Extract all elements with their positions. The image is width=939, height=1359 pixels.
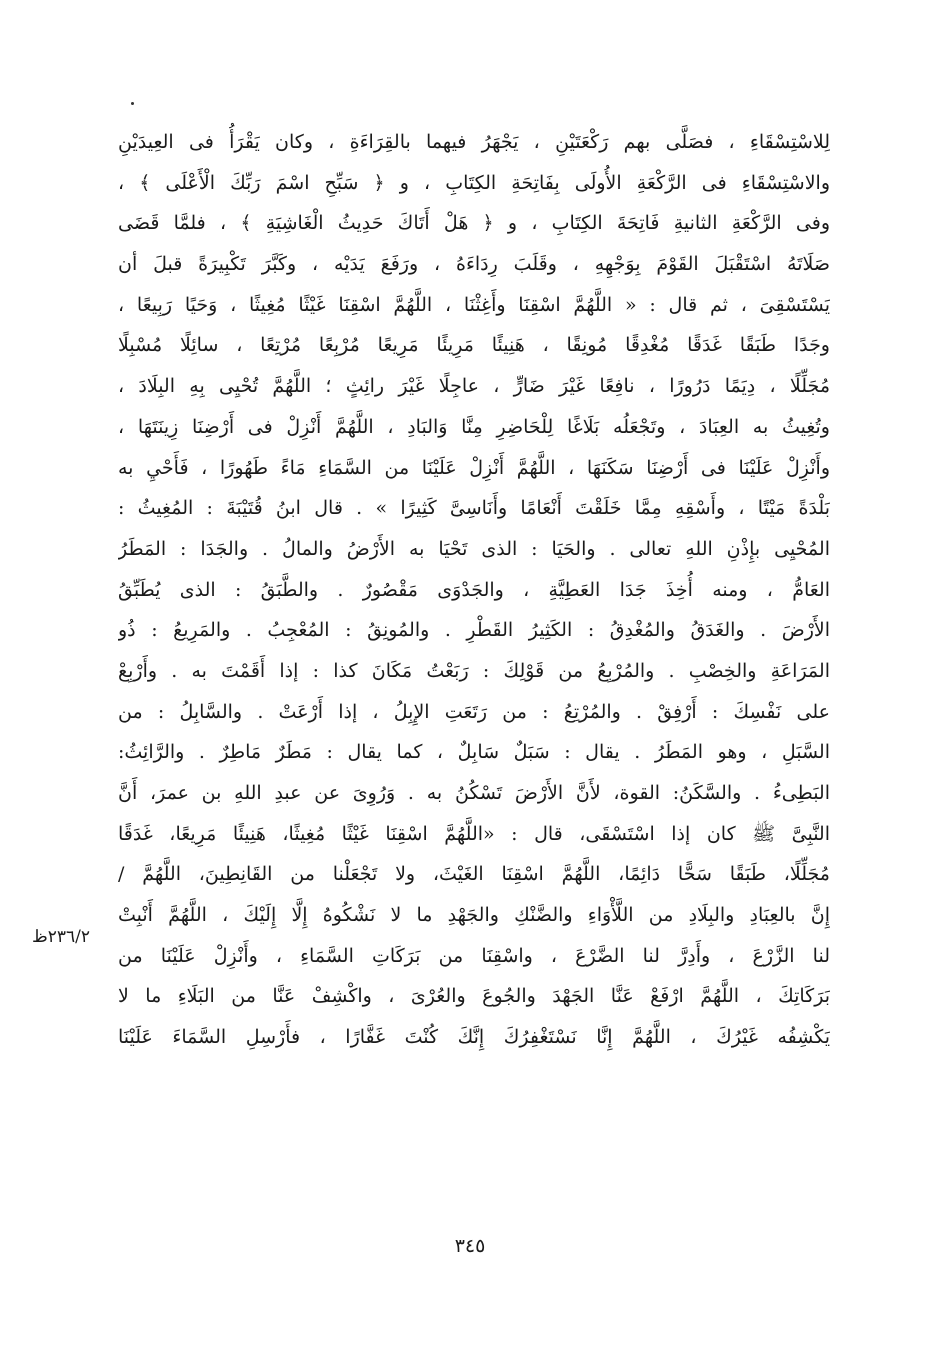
text-line-6: وجَدًا طَبَقًا غَدَقًا مُغْدِقًا مُونِقًا ، هَنِيئًا مَرِيئًا مَرِيعًا مُرْبِعًا مُرْتِعًا ، سائِلًا مُسْبِلًا — [118, 334, 830, 357]
text-line-10: بَلْدَةً مَيْتًا ، وأَسْقِهِ مِمَّا خَلَقْتَ أَنْعَامًا وأَنَاسِىَّ كَثِيرًا » . قال ابنُ قُتَيْبَةَ : المُغِيثُ : — [118, 497, 830, 520]
text-line-13: الأَرْضَ . والغَدَقُ والمُغْدِقُ : الكَثِيرُ القَطْرِ . والمُونِقُ : المُعْجِبُ . والمَرِيعُ : ذُو — [118, 619, 830, 642]
text-line-22: بَرَكَاتِكَ ، اللَّهُمَّ ارْفَعْ عَنَّا الجَهْدَ والجُوعَ والعُرْىَ ، واكْشِفْ عَنَّا من البَلَاءِ ما لا — [118, 985, 830, 1008]
text-line-15: على نَفْسِكَ : أَرْفِقْ . والمُرْتِعُ : من رَتَعَتِ الإِبِلُ ، إذا أَرْعَتْ . والسَّابِلُ : من — [118, 700, 830, 723]
text-line-7: مُجَلِّلًا ، دِيَمًا دَرُورًا ، نافِعًا غَيْرَ ضَارٍّ ، عاجِلًا غَيْرَ رائِثٍ ؛ اللَّهُمَّ تُحْيِى بِهِ البِلَادَ ، — [118, 375, 830, 398]
text-line-23: يَكْشِفُه غَيْرُكَ ، اللَّهُمَّ إِنَّا نَسْتَغْفِرُكَ إِنَّكَ كُنْتَ غَفَّارًا ، فأَرْسِلِ السَّمَاءَ عَلَيْنَا — [118, 1026, 830, 1049]
text-line-12: العَامُّ ، ومنه أُخِذَ جَدَا العَطِيَّةِ ، والجَدْوَى مَقْصُورٌ . والطَّبَقُ : الذى يُطَبِّقُ — [118, 578, 830, 601]
text-line-2: والاسْتِسْقَاءِ فى الرَّكْعَةِ الأُولَى بِفَاتِحَةِ الكِتَابِ ، و ﴿ سَبِّحِ اسْمَ رَبِّكَ الْأَعْلَى ﴾ ، — [118, 171, 830, 194]
text-line-9: وأَنْزِلْ عَلَيْنَا فى أَرْضِنَا سَكَنَهَا ، اللَّهُمَّ أَنْزِلْ عَلَيْنَا من السَّمَاءِ مَاءً طَهُورًا ، فَأَحْيِ به — [118, 456, 830, 479]
text-line-1: لِلاسْتِسْقَاءِ ، فصَلَّى بهم رَكْعَتَيْنِ ، يَجْهَرُ فيهما بالقِرَاءَةِ ، وكان يَقْرَأُ فى العِيدَيْنِ — [118, 131, 830, 153]
text-line-8: وتُغِيثُ به العِبَادَ ، وتَجْعَلُه بَلَاغًا لِلْحَاضِرِ مِنَّا وَالبَادِ ، اللَّهُمَّ أَنْزِلْ فى أَرْضِنَا زِينَتَهَا ، — [118, 415, 830, 438]
text-line-5: يَسْتَسْقِىَ ، ثم قال : « اللَّهُمَّ اسْقِنَا وأَغِثْنَا ، اللَّهُمَّ اسْقِنَا غَيْثًا مُغِيثًا ، وَحَيًا رَبِيعًا ، — [118, 293, 830, 316]
text-line-4: صَلَاتَهُ اسْتَقْبَلَ القَوْمَ بِوَجْهِهِ ، وقَلَبَ رِدَاءَهُ ، ورَفَعَ يَدَيْه ، وكَبَّرَ تَكْبِيرَةً قبلَ أن — [118, 253, 830, 276]
text-line-20: إِنَّ بالعِبَادِ والبِلَادِ من اللَّأْوَاءِ والضَّنْكِ والجَهْدِ ما لا نَشْكُوهُ إِلَّا إِلَيْكَ ، اللَّهُمَّ أَنْبِتْ — [118, 904, 830, 927]
text-line-14: المَرَاعَةِ والخِصْبِ . والمُرْبِعُ من قَوْلِكَ : رَبَعْتُ مَكَانَ كذا : إذا أَقَمْتَ به . وأَرْبِعْ — [118, 659, 830, 682]
text-line-18: النَّبِىَّ ﷺ كان إذا اسْتَسْقَى، قال : «اللَّهُمَّ اسْقِنَا غَيْثًا مُغِيثًا، هَنِيئًا مَرِيعًا، غَدَقًا — [118, 822, 830, 845]
text-line-16: السَّبَلِ ، وهو المَطَرُ . يقال : سَبَلٌ سَابِلٌ ، كما يقال : مَطَرٌ مَاطِرٌ . والرَّائِثُ: — [118, 741, 830, 764]
manuscript-folio-reference: ٢٣٦/٢ظ — [32, 927, 90, 947]
text-line-17: البَطِىءُ . والسَّكَنُ: القوة، لأَنَّ الأَرْضَ تَسْكُنُ به . وَرُوِىَ عن عبدِ اللهِ بن عمرَ، أَنَّ — [118, 782, 830, 804]
page-number: ٣٤٥ — [454, 1235, 486, 1257]
text-line-11: المُحْيِى بإِذْنِ اللهِ تعالى . والحَيَا : الذى تَحْيَا به الأَرْضُ والمالُ . والجَدَا : المَطَرُ — [118, 537, 830, 560]
main-text-block — [118, 122, 830, 1058]
text-line-19: مُجَلِّلًا، طَبَقًا سَحًّا دَائِمًا، اللَّهُمَّ اسْقِنَا الغَيْثَ، ولا تَجْعَلْنا من القَانِطِينَ، اللَّهُمَّ / — [118, 863, 830, 886]
text-line-3: وفى الرَّكْعَةِ الثانيةِ فَاتِحَةَ الكِتَابِ ، و ﴿ هَلْ أَتَاكَ حَدِيثُ الْغَاشِيَةِ ﴾ ، فلمَّا قَضَى — [118, 212, 830, 235]
ink-speck — [131, 102, 134, 105]
text-line-21: لنا الزَّرْعَ ، وأَدِرَّ لنا الضَّرْعَ ، واسْقِنَا من بَرَكَاتِ السَّمَاءِ ، وأَنْزِلْ عَلَيْنَا من — [118, 944, 830, 967]
